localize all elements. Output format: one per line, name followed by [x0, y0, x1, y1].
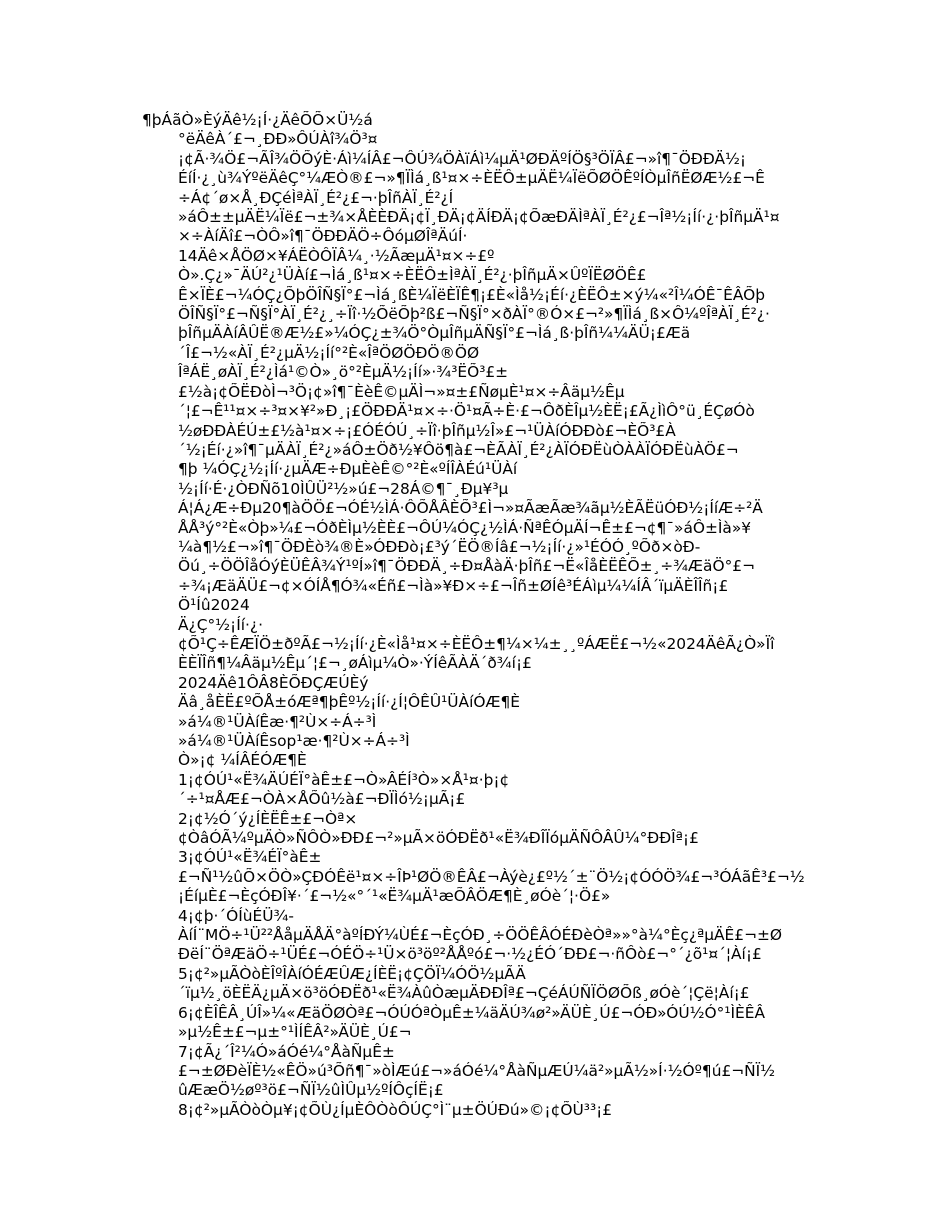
document-line: Ê×ÏÈ£¬¼ÓÇ¿ÕþÖÎÑ§Ï°£¬Ìá¸ßÈ¼ÏëÈÏÊ¶¡£È«Ìå½¡Éí·¿ÈËÔ±×ý¼«²Î¼ÓÊ¯ÊÂÕþ — [178, 285, 766, 304]
document-line: ÀíÍ¨MÖ÷¹Ü²²ÅåµÄÅÄ°àºÍÐÝ¼ÙÉ£¬ÈçÓÐ¸÷ÖÖÊÂÓÉÐèÒª»»°à¼°Èç¿ªµÄÊ£¬±Ø — [178, 926, 782, 945]
document-line: ´½¡Éí·¿»î¶¯µÄÀÏ¸É²¿»áÔ±Öð½¥Ôö¶à£¬ÈÃÀÏ¸É²¿ÀÏÓÐËùÒÀÀÏÓÐËùÀÖ£¬ — [178, 440, 739, 459]
document-line: 2024Äê1ÔÂ8ÈÕÐÇÆÚÈý — [178, 673, 369, 692]
document-line: Á¦Á¿Æ÷Ðµ20¶àÖÖ£¬ÓÉ½ÌÁ·ÔÕÅÂÈÕ³£Ì¬»¤ÃæÃæ¾ãµ½ÈÃËüÓÐ½¡ÍíÆ÷²Ä — [178, 499, 763, 518]
document-line: »á¼®¹ÜÀíÊæ·¶²Ù×÷Á÷³Ì — [178, 712, 377, 731]
document-line: ´÷¹¤ÅÆ£¬ÒÀ×ÅÕû½à£¬ÐÏÌó½¡µÃ¡£ — [178, 790, 466, 809]
document-line: ½øÐÐÀÉÚ±£½à¹¤×÷¡£ÓÉÓÚ¸÷Ïî·þÎñµ½Î»£¬¹ÜÀíÓÐÐò£¬ÈÕ³£À — [178, 421, 676, 440]
document-body — [0, 130, 950, 1120]
document-line: 4¡¢þ·´ÓÍùÉÜ¾- — [178, 906, 294, 925]
document-line: ÈÈÏÎñ¶¼Âäµ½Êµ´¦£¬¸øÁìµ¼Ò»·ÝÍêÃÀÄ´ð¾í¡£ — [178, 654, 532, 673]
document-line: ×÷ÀíÄî£¬ÒÔ»î¶¯ÖÐÐÄÖ÷ÔóµØÎªÄúÍ· — [178, 227, 468, 246]
document-line: ¶þ ¼ÓÇ¿½¡Íí·¿µÄÆ÷ÐµÈèÊ©°²È«ºÍÎÀÉú¹ÜÀí — [178, 460, 518, 479]
document-line: 5¡¢²»µÃÒòÈÎºÎÀíÓÉÆÛÆ¿ÍÈË¡¢ÇÖÏ¼ÓÖ½µÃÄ — [178, 964, 526, 983]
document-line: ÷Á¢´ø×Å¸ÐÇéÌªÀÏ¸É²¿£¬·þÎñÀÏ¸É²¿Í — [178, 188, 454, 207]
document-line: ÐëÍ¨ÖªÆäÖ÷¹ÜÉ£¬ÓÉÖ÷¹Ü×ö³öº²ÅÅºó£¬·½¿ÉÓ´ÐÐ£¬·ñÔò£¬°´¿õ¹¤´¦Àí¡£ — [178, 945, 762, 964]
document-line: £¬Ñ¹½ûÕ×ÖÒ»ÇÐÓÊë¹¤×÷ÎÞ¹ØÖ®ÊÂ£¬Àýè¿£º½´±¨Ö½¡¢ÓÓÖ¾£¬³ÓÁãÊ³£¬½ — [178, 867, 805, 886]
document-line: Ò»¡¢ ¼ÍÂÉÓÆ¶È — [178, 751, 307, 770]
document-line: ÖÎÑ§Ï°£¬Ñ§Ï°ÀÏ¸É²¿¸÷Ïî·½ÕëÕþ²ß£¬Ñ§Ï°×ðÀÏ°®Ó×£¬²»¶ÏÌá¸ß×Ô¼ºÎªÀÏ¸É²¿· — [178, 305, 770, 324]
document-line: ´ïµ½¸öÈËÄ¿µÄ×ö³öÓÐËð¹«Ë¾ÀûÒæµÄÐÐÎª£¬ÇéÁÚÑÏÖØÕß¸øÓè´¦Çë¦Àí¡£ — [178, 984, 750, 1003]
document-title: ¶þÁãÒ»ÈýÄê½¡Í·¿ÄêÕÕ×Ü½á — [142, 111, 373, 129]
document-line: þÎñµÄÀíÂÛË®Æ½£»¼ÓÇ¿±¾Ö°ÒµÎñµÄÑ§Ï°£¬Ìá¸ß·þÎñ¼¼ÄÜ¡£Æä — [178, 324, 691, 343]
document-line: ¡ÉíµÈ£¬ÈçÓÐÎ¥·´£¬½«°´¹«Ë¾µÄ¹æÕÂÖÆ¶È¸øÓè´¦·Ö£» — [178, 887, 611, 906]
document-line: ÉíÍ·¿¸ù¾ÝºëÄêÇ°¼ÆÒ®£¬»¶ÏÌá¸ß¹¤×÷ÈËÔ±µÄË¼ÏëÕØÖÊºÍÒµÎñËØÆ½£¬Ê — [178, 169, 765, 188]
document-line: ÅÅ³ý°²È«Òþ»¼£¬ÓðÈÌµ½ÈÈ£¬ÔÚ¼ÓÇ¿½ÌÁ·ÑªÊÓµÄÍ¬Ê±£¬¢¶¯»áÔ±Ìà»¥ — [178, 518, 752, 537]
document-line: ÎªÁË¸øÀÏ¸É²¿Ìá¹©Ò»¸ö°²ÈµÄ½¡Íí»·¾³ËÕ³£± — [178, 363, 509, 382]
document-line: »áÔ±±µÄË¼Ïë£¬±¾×ÅÈÈÐÄ¡¢Ï¸ÐÄ¡¢ÄÍÐÄ¡¢ÕæÐÄÌªÀÏ¸É²¿£¬Îª½¡Íí·¿·þÎñµÄ¹¤ — [178, 208, 780, 227]
document-line: 6¡¢ÈÎÊÂ¸ÚÎ»¼«ÆäÖØÒª£¬ÓÚÓªÒµÊ±¼äÄÚ¾ø²»ÄÜÈ¸Ú£¬ÓÐ»ÓÚ½Ó°¹ÌÈÊÂ — [178, 1003, 766, 1022]
document-line: °ëÄêÀ´£¬¸ÐÐ»ÔÚÀî¾Ö³¤ — [178, 130, 378, 149]
document-line: 3¡¢ÓÚ¹«Ë¾ÉÏ°àÊ± — [178, 848, 322, 867]
document-line: ´¦£¬Ê¹¹¤×÷³¤×¥²»Ð¸¡£ÖÐÐÄ¹¤×÷·Ö¹¤Ã÷È·£¬ÔðÈÎµ½ÈË¡£Ã¿ÌìÔ°ü¸ÉÇøÓò — [178, 402, 755, 421]
document-line: Ò».Ç¿»¯ÄÚ²¿¹ÜÀí£¬Ìá¸ß¹¤×÷ÈËÔ±ÌªÀÏ¸É²¿·þÎñµÄ×ÛºÏËØÖÊ£ — [178, 266, 647, 285]
document-line: ûÆæÖ½øº³ö£¬ÑÏ½ûÌÛµ½ºÍÔçÍË¡£ — [178, 1081, 444, 1100]
document-line: 2¡¢½Ó´ý¿ÍÈËÊ±£¬Òª× — [178, 809, 358, 828]
document-line: ¼à¶½£¬»î¶¯ÖÐÈò¾®È»ÓÐÐò¡£³ý´ËÖ®Íâ£¬½¡Íí·¿»¹ÉÓÓ¸ºÕð×òÐ- — [178, 537, 701, 556]
document-line: Öú¸÷ÖÖÎåÓýÈÜÊÂ¾Ý¹ºÍ»î¶¯ÖÐÐÄ¸÷Ð¤ÅàÄ·þÎñ£¬Ë«ÎåÈËÊÕ±¸÷¾ÆäÖ°£¬ — [178, 557, 755, 576]
document-line: »á¼®¹ÜÀíÊsop¹æ·¶²Ù×÷Á÷³Ì — [178, 732, 410, 750]
document-line: 1¡¢ÓÚ¹«Ë¾ÄÚÉÏ°àÊ±£¬Ò»ÂÉÍ³Ò»×Å¹¤·þ¡¢ — [178, 770, 510, 789]
document-line: »µ½Ê±£¬µ±°¹ÌÍÊÂ²»ÄÜÈ¸Ú£¬ — [178, 1023, 412, 1042]
document-line: ¢ÒâÓÃ¼ºµÄÒ»ÑÔÒ»ÐÐ£¬²»µÃ×öÓÐËð¹«Ë¾ÐÎÏóµÄÑÔÂÛ¼°ÐÐÎª¡£ — [178, 829, 699, 848]
document-line: Ä¿Ç°½¡Íí·¿· — [178, 615, 263, 634]
document-line: ÷¾¡ÆäÄÜ£¬¢×ÓÍÅ¶Ó¾«Éñ£¬Ìà»¥Ð×÷£¬Îñ±ØÍê³ÉÁìµ¼¼ÍÂ´ïµÄÈÎÎñ¡£ — [178, 576, 729, 595]
document-line: ´Î£¬½«ÀÏ¸É²¿µÄ½¡Íí°²È«ÎªÖØÖÐÖ®ÖØ — [178, 343, 480, 362]
document-line: 7¡¢Ã¿´Î²¼Ó»áÓé¼°ÅàÑµÊ± — [178, 1042, 395, 1061]
document-line: ¡¢Ã·¾Ö£¬ÃÎ¾ÖÕýÈ·Áì¼ÍÂ£¬ÔÚ¾ÖÀïÁì¼µÄ¹ØÐÄºÍÖ§³ÖÏÂ£¬»î¶¯ÖÐÐÄ½¡ — [178, 149, 747, 168]
document-line: £¬±ØÐèÏÈ½«ÊÖ»ú³Õñ¶¯»òÌÆú£¬»áÓé¼°ÅàÑµÆÚ¼ä²»µÃ½»Í·½Óº¶ú£¬ÑÏ½ — [178, 1061, 776, 1080]
document-line: £½à¡¢ÕËÐòÌ¬³Ö¡¢»î¶¯ÈèÊ©µÄÌ¬»¤±£ÑøµÈ¹¤×÷Âäµ½Êµ — [178, 382, 625, 401]
document-line: Ö¹Íû2024 — [178, 596, 250, 615]
document-line: Äâ¸åÈË£ºÕÅ±óÆª¶þÊº½¡Íí·¿Í¦ÔÊÛ¹ÜÀíÓÆ¶È — [178, 693, 520, 712]
document-line: 8¡¢²»µÃÒòÒµ¥¡¢ÕÙ¿ÍµÈÔÒòÔÚÇ°Ì¨µ±ÖÚÐú»©¡¢ÕÙ³³¡£ — [178, 1100, 613, 1119]
document-line: 14Äê×ÅÖØ×¥ÁËÒÔÏÂ¼¸·½ÃæµÄ¹¤×÷£º — [178, 246, 495, 265]
document-line: ¢Õ¹Ç÷ÊÆÏÖ±ðºÃ£¬½¡Íí·¿È«Ìå¹¤×÷ÈËÔ±¶¼×¼±¸¸ºÁÆË£¬½«2024ÄêÃ¿Ò»Ïî — [178, 634, 775, 653]
document-line: ½¡Íí·É·¿ÒÐÑõ10ÌÛÜ²½»ú£¬28Á©¶¯¸Ðµ¥³µ — [178, 479, 509, 498]
